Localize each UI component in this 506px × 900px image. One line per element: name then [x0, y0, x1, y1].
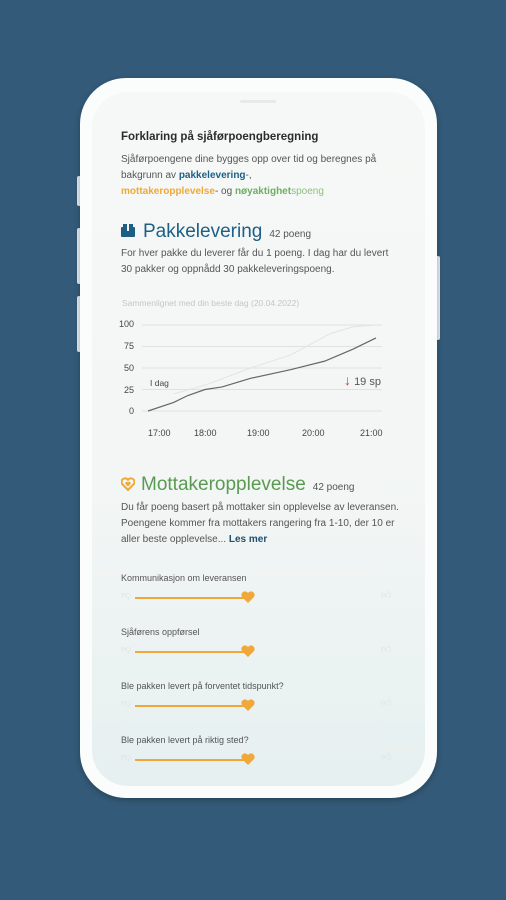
pakkelevering-description: For hver pakke du leverer får du 1 poeng. I dag har du levert 30 pakker og oppnådd 30 pakkeleveringspoeng. — [121, 248, 389, 275]
keyword-pakkelevering: pakkelevering — [178, 170, 246, 181]
thumb-up-icon: 👍︎ — [381, 752, 392, 763]
thumb-up-icon: 👍︎ — [381, 644, 392, 655]
points-difference-badge — [344, 372, 381, 388]
mottakeropplevelse-description — [121, 500, 403, 548]
heart-thumb-icon[interactable] — [241, 753, 255, 765]
points-difference-value: 19 sp — [354, 376, 381, 388]
intro-sep-1: -, — [245, 170, 252, 181]
pakkelevering-points: 42 poeng — [269, 229, 312, 240]
pakkelevering-heading — [143, 221, 311, 243]
question-label: Kommunikasjon om leveransen — [121, 573, 247, 583]
keyword-noyaktighet: nøyaktighet — [234, 186, 292, 197]
mottakeropplevelse-title: Mottakeropplevelse — [141, 474, 306, 495]
app-screen — [92, 92, 425, 786]
heart-thumb-icon[interactable] — [241, 591, 255, 603]
y-tick-0: 0 — [128, 406, 134, 416]
y-tick-100: 100 — [118, 319, 134, 329]
question-label: Ble pakken levert på forventet tidspunkt? — [121, 681, 284, 691]
mottakeropplevelse-text: Du får poeng basert på mottaker sin opplevelse av leveransen. Poengene kommer fra mottakers rangering fra 1-10, der 10 er aller beste opplevelse... — [121, 502, 399, 545]
heart-thumb-icon[interactable] — [241, 645, 255, 657]
y-tick-75: 75 — [123, 341, 134, 351]
rating-slider[interactable] — [121, 643, 393, 659]
read-more-link[interactable]: Les mer — [228, 534, 268, 545]
slider-track — [135, 705, 247, 707]
package-icon — [121, 224, 135, 237]
thumb-down-icon: 👎︎ — [121, 698, 132, 709]
intro-sep-2: - og — [214, 186, 233, 197]
heart-icon — [121, 477, 135, 491]
rating-slider[interactable] — [121, 589, 393, 605]
x-tick-1900: 19:00 — [247, 428, 270, 438]
rating-slider[interactable] — [121, 697, 393, 713]
slider-track — [135, 651, 247, 653]
y-tick-25: 25 — [123, 385, 134, 395]
slider-track — [135, 597, 247, 599]
arrow-down-icon: ↓ — [344, 372, 351, 388]
keyword-suffix: spoeng — [291, 186, 324, 197]
mottakeropplevelse-heading — [141, 474, 354, 496]
intro-text — [121, 152, 391, 200]
heart-thumb-icon[interactable] — [241, 699, 255, 711]
thumb-down-icon: 👎︎ — [121, 752, 132, 763]
y-tick-50: 50 — [123, 363, 134, 373]
x-tick-2000: 20:00 — [302, 428, 325, 438]
today-label: I dag — [150, 378, 169, 388]
question-label: Sjåførens oppførsel — [121, 627, 200, 637]
page-title: Forklaring på sjåførpoengberegning — [121, 131, 319, 143]
thumb-up-icon: 👍︎ — [381, 590, 392, 601]
chart-caption: Sammenlignet med din beste dag (20.04.2022) — [122, 298, 300, 308]
phone-speaker — [240, 100, 276, 103]
today-series-line — [148, 338, 376, 411]
x-tick-1800: 18:00 — [194, 428, 217, 438]
pakkelevering-title: Pakkelevering — [143, 221, 263, 242]
thumb-down-icon: 👎︎ — [121, 644, 132, 655]
thumb-up-icon: 👍︎ — [381, 698, 392, 709]
x-tick-2100: 21:00 — [360, 428, 383, 438]
thumb-down-icon: 👎︎ — [121, 590, 132, 601]
question-label: Ble pakken levert på riktig sted? — [121, 735, 249, 745]
keyword-mottakeropplevelse: mottakeropplevelse — [121, 186, 215, 197]
mottakeropplevelse-points: 42 poeng — [312, 482, 355, 493]
slider-track — [135, 759, 247, 761]
delivery-line-chart — [142, 318, 392, 418]
intro-prefix: Sjåførpoengene dine bygges opp over tid og beregnes på bakgrunn av — [121, 154, 377, 181]
x-tick-1700: 17:00 — [148, 428, 171, 438]
rating-slider[interactable] — [121, 751, 393, 767]
